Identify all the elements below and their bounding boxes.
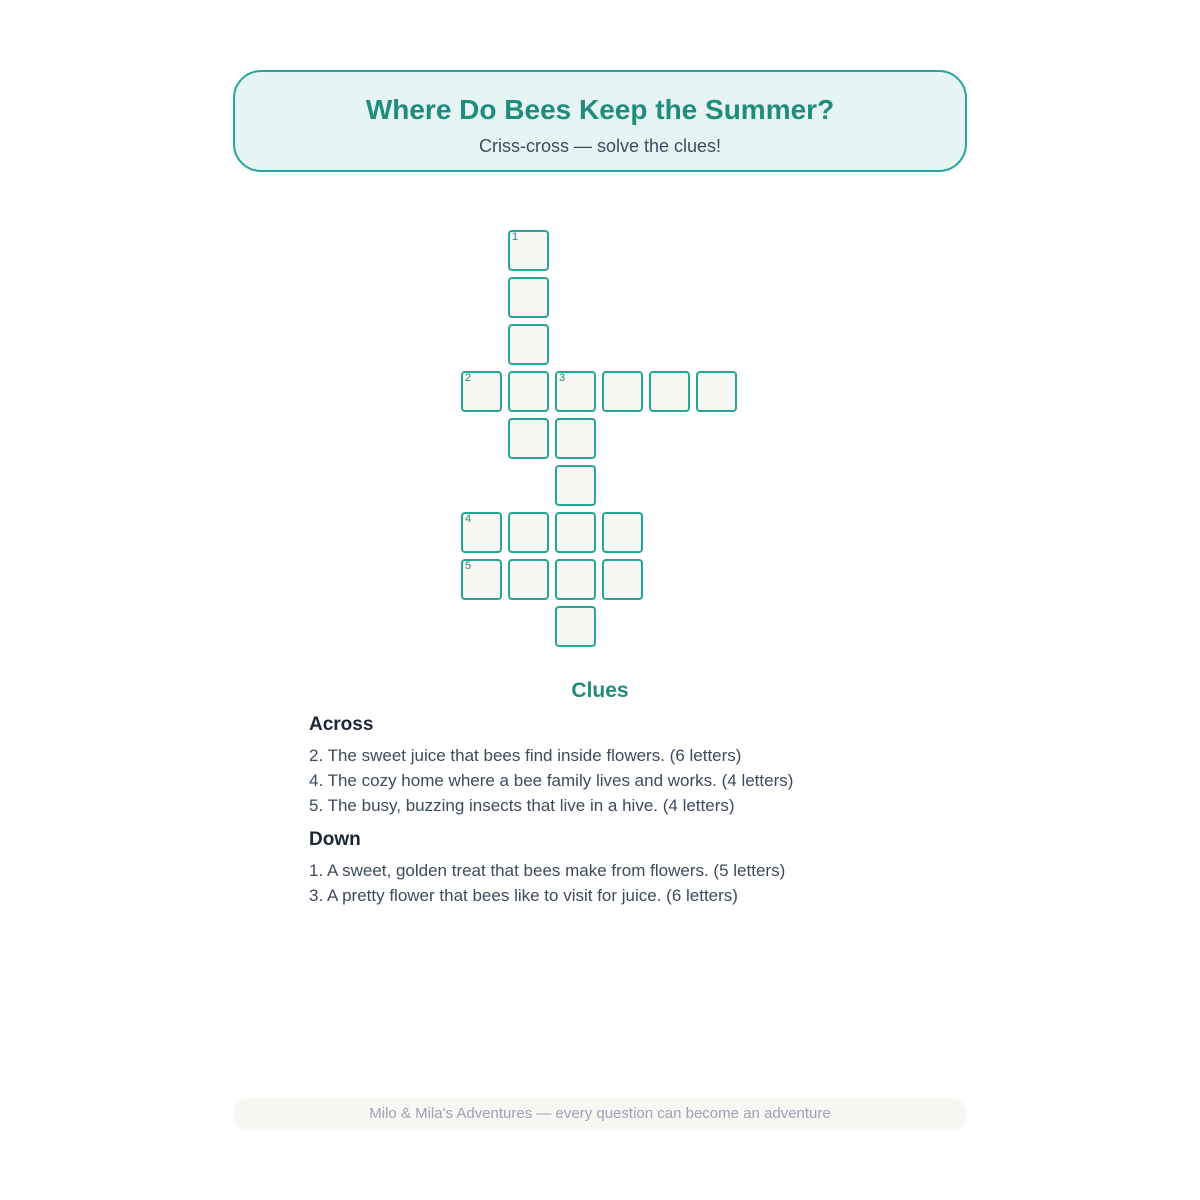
crossword-cell[interactable] bbox=[508, 512, 549, 553]
clue-number: 2 bbox=[465, 372, 472, 384]
crossword-cell[interactable] bbox=[461, 559, 502, 600]
clue-number: 3 bbox=[559, 372, 566, 384]
crossword-cell[interactable] bbox=[602, 559, 643, 600]
footer bbox=[233, 1098, 967, 1130]
crossword-cell[interactable] bbox=[508, 230, 549, 271]
across-clue-4: 4. The cozy home where a bee family lives and works. (4 letters) bbox=[309, 771, 794, 790]
across-heading: Across bbox=[309, 714, 374, 735]
page-subtitle: Criss-cross — solve the clues! bbox=[478, 136, 722, 156]
footer-text: Milo & Mila's Adventures — every question can become an adventure bbox=[369, 1105, 831, 1122]
crossword-cell[interactable] bbox=[508, 371, 549, 412]
crossword-cell[interactable] bbox=[508, 559, 549, 600]
crossword-cell[interactable] bbox=[508, 277, 549, 318]
down-clue-3: 3. A pretty flower that bees like to visit for juice. (6 letters) bbox=[309, 886, 738, 905]
across-clue-5: 5. The busy, buzzing insects that live in a hive. (4 letters) bbox=[309, 796, 735, 815]
crossword-cell[interactable] bbox=[555, 465, 596, 506]
crossword-cell[interactable] bbox=[508, 324, 549, 365]
clues-heading: Clues bbox=[571, 679, 629, 702]
clue-number: 1 bbox=[512, 231, 519, 243]
page-title: Where Do Bees Keep the Summer? bbox=[365, 94, 835, 125]
down-heading: Down bbox=[309, 829, 361, 850]
crossword-cell[interactable] bbox=[461, 512, 502, 553]
clue-number: 5 bbox=[465, 560, 472, 572]
crossword-cell[interactable] bbox=[649, 371, 690, 412]
across-clue-2: 2. The sweet juice that bees find inside flowers. (6 letters) bbox=[309, 746, 742, 765]
crossword-cell[interactable] bbox=[555, 371, 596, 412]
crossword-cell[interactable] bbox=[555, 559, 596, 600]
crossword-cell[interactable] bbox=[508, 418, 549, 459]
crossword-cell[interactable] bbox=[602, 371, 643, 412]
crossword-cell[interactable] bbox=[696, 371, 737, 412]
clue-number: 4 bbox=[465, 513, 472, 525]
crossword-cell[interactable] bbox=[461, 371, 502, 412]
crossword-cell[interactable] bbox=[555, 418, 596, 459]
crossword-cell[interactable] bbox=[602, 512, 643, 553]
crossword-cell[interactable] bbox=[555, 606, 596, 647]
down-clue-1: 1. A sweet, golden treat that bees make from flowers. (5 letters) bbox=[309, 861, 786, 880]
crossword-cell[interactable] bbox=[555, 512, 596, 553]
